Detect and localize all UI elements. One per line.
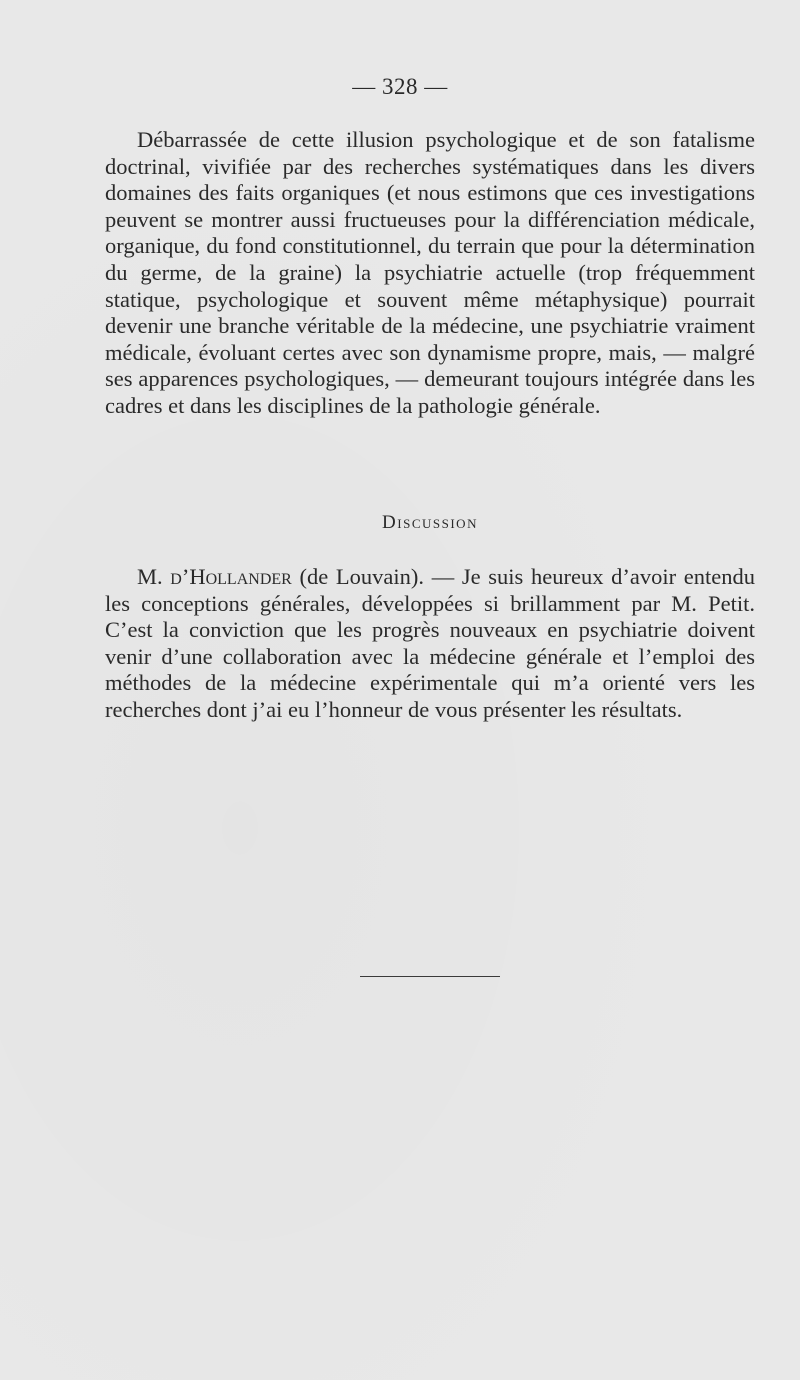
discussion-body: — Je suis heureux d’avoir entendu les conceptions générales, développées si brillamment par M. Petit. C’est la conviction que les progrès nouveaux en psychiatrie doivent venir d’une collaboration avec la médecine générale et l’emploi des méthodes de la médecine expérimentale qui m’a orienté vers les recherches dont j’ai eu l’honneur de vous présenter les résultats. [105, 564, 756, 722]
body-text [105, 127, 755, 420]
body-paragraph: Débarrassée de cette illusion psychologique et de son fatalisme doctrinal, vivifiée par des recherches systématiques dans les divers domaines des faits organiques (et nous estimons que ces investigations peuvent se montrer aussi fructueuses pour la différenciation médicale, organique, du fond constitutionnel, du terrain que pour la détermination du germe, de la graine) la psychiatrie actuelle (trop fréquemment statique, psychologique et souvent même métaphysique) pourrait devenir une branche véritable de la médecine, une psychiatrie vraiment médicale, évoluant certes avec son dynamisme propre, mais, — malgré ses apparences psychologiques, — demeurant toujours intégrée dans les cadres et dans les disciplines de la pathologie générale. [105, 127, 755, 418]
page-number: — 328 — [352, 74, 448, 99]
section-heading: Discussion [382, 512, 478, 533]
discussion-paragraph [105, 564, 755, 724]
discussion-text [105, 564, 755, 724]
end-rule [360, 976, 500, 977]
speaker-name: M. d’Hollander [137, 564, 292, 589]
speaker-location: (de Louvain). [291, 564, 432, 589]
